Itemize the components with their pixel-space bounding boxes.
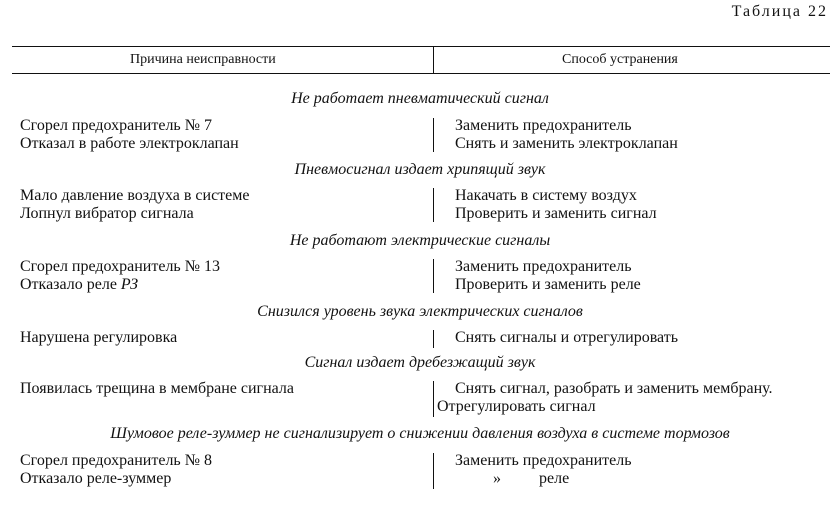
section-title: Снизился уровень звука электрических сигналов	[257, 303, 583, 320]
section-title: Пневмосигнал издает хрипящий звук	[294, 161, 546, 178]
section-divider	[433, 381, 434, 417]
row-fix: Снять сигнал, разобрать и заменить мембрану.	[455, 380, 773, 397]
row-cause	[20, 276, 138, 294]
row-fix: Проверить и заменить реле	[455, 276, 641, 293]
section-title: Шумовое реле-зуммер не сигнализирует о снижении давления воздуха в системе тормозов	[110, 425, 730, 442]
row-fix: Заменить предохранитель	[455, 117, 632, 134]
row-cause: Нарушена регулировка	[20, 329, 178, 346]
row-cause: Отказал в работе электроклапан	[20, 135, 239, 152]
header-col-fix: Способ устранения	[562, 52, 678, 67]
row-fix: Снять сигналы и отрегулировать	[455, 329, 679, 346]
relay-designation: РЗ	[120, 276, 139, 293]
row-fix-text: реле	[539, 470, 570, 487]
row-cause: Сгорел предохранитель № 7	[20, 117, 212, 134]
row-cause-text: Отказало реле	[20, 276, 121, 293]
section-divider	[433, 118, 434, 152]
row-cause: Появилась трещина в мембране сигнала	[20, 380, 294, 397]
ditto-mark: »	[493, 470, 501, 487]
section-divider	[433, 453, 434, 489]
row-cause: Отказало реле-зуммер	[20, 470, 172, 487]
row-cause: Сгорел предохранитель № 8	[20, 452, 212, 469]
section-divider	[433, 330, 434, 348]
row-cause: Лопнул вибратор сигнала	[20, 205, 194, 222]
header-top-rule	[12, 46, 830, 47]
section-title: Не работают электрические сигналы	[289, 232, 551, 249]
header-bottom-rule	[12, 73, 830, 74]
row-fix: Накачать в систему воздух	[455, 187, 637, 204]
section-divider	[433, 259, 434, 293]
section-title: Сигнал издает дребезжащий звук	[304, 354, 536, 371]
header-col-cause: Причина неисправности	[130, 52, 276, 67]
table-number: Таблица 22	[731, 3, 828, 20]
row-fix: Заменить предохранитель	[455, 258, 632, 275]
section-title: Не работает пневматический сигнал	[291, 90, 549, 107]
row-cause: Мало давление воздуха в системе	[20, 187, 250, 204]
row-cause: Сгорел предохранитель № 13	[20, 258, 220, 275]
row-fix: Снять и заменить электроклапан	[455, 135, 678, 152]
row-fix: Проверить и заменить сигнал	[455, 205, 657, 222]
row-fix	[455, 470, 569, 488]
row-fix: Отрегулировать сигнал	[437, 398, 596, 415]
header-col-divider	[433, 46, 434, 74]
section-divider	[433, 188, 434, 222]
row-fix: Заменить предохранитель	[455, 452, 632, 469]
